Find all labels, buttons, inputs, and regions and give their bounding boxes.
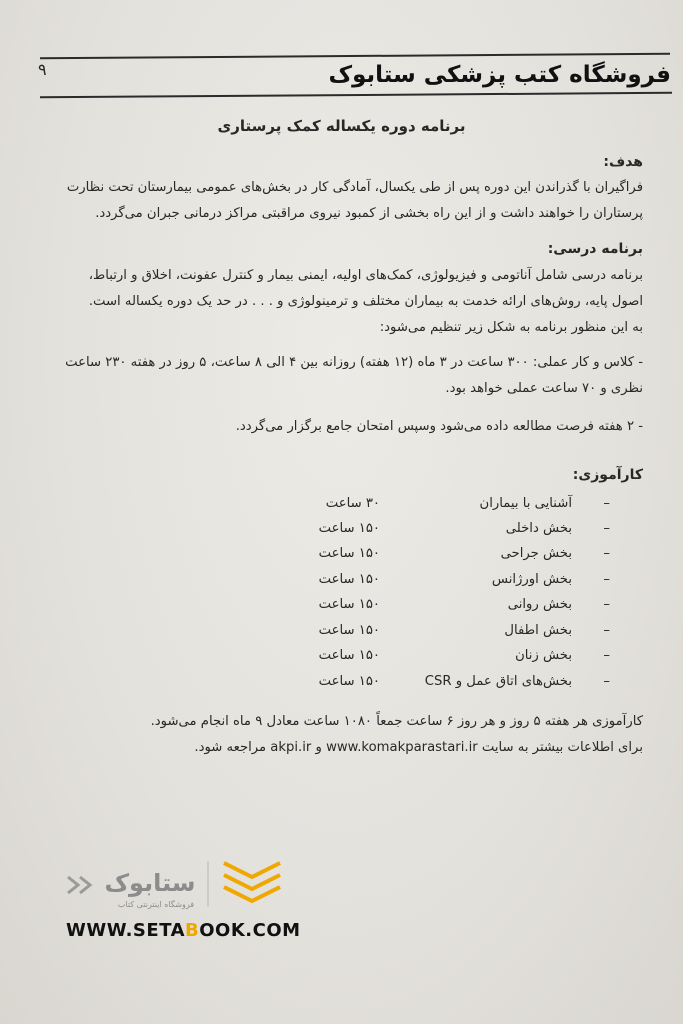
curriculum-item-1-line-1: - کلاس و کار عملی: ۳۰۰ ساعت در ۳ ماه (۱۲ هفته) روزانه بین ۴ الی ۸ ساعت، ۵ روز در هفته ۲۳۰ ساعت bbox=[65, 355, 643, 370]
row-dash: – bbox=[603, 546, 610, 561]
curriculum-line-1: برنامه درسی شامل آناتومی و فیزیولوژی، کمک‌های اولیه، ایمنی بیمار و کنترل عفونت، اخلاق و ارتباط، bbox=[88, 268, 643, 283]
setabook-url bbox=[66, 920, 301, 941]
row-department: بخش اطفال bbox=[504, 623, 572, 638]
training-row bbox=[50, 648, 610, 673]
row-hours: ۱۵۰ ساعت bbox=[318, 572, 380, 587]
training-row bbox=[50, 597, 610, 622]
shop-title: فروشگاه کتب پزشکی ستابوک bbox=[328, 62, 671, 88]
training-summary: کارآموزی هر هفته ۵ روز و هر روز ۶ ساعت جمعاً ۱۰۸۰ ساعت معادل ۹ ماه انجام می‌شود. bbox=[150, 714, 643, 729]
row-department: بخش اورژانس bbox=[491, 572, 572, 587]
setabook-logo-graphic bbox=[58, 855, 298, 915]
url-prefix: WWW.SETA bbox=[66, 920, 186, 941]
header-rule-top bbox=[40, 53, 670, 59]
url-suffix: OOK.COM bbox=[199, 920, 301, 941]
curriculum-line-2: اصول پایه، روش‌های ارائه خدمت به بیماران مختلف و ترمینولوژی و . . . در حد یک دوره یکساله است. bbox=[88, 294, 643, 309]
row-dash: – bbox=[603, 521, 610, 536]
training-row bbox=[50, 572, 610, 597]
training-heading: کارآموزی: bbox=[572, 467, 643, 483]
row-department: آشنایی با بیماران bbox=[479, 496, 572, 511]
row-hours: ۱۵۰ ساعت bbox=[318, 546, 380, 561]
training-row bbox=[50, 546, 610, 571]
row-dash: – bbox=[603, 623, 610, 638]
row-dash: – bbox=[603, 572, 610, 587]
url-accent: B bbox=[185, 920, 200, 941]
row-dash: – bbox=[603, 496, 610, 511]
row-dash: – bbox=[603, 648, 610, 663]
training-row bbox=[50, 623, 610, 648]
row-hours: ۱۵۰ ساعت bbox=[318, 623, 380, 638]
logo-text: ستابوک bbox=[104, 869, 196, 897]
goal-line-1: فراگیران با گذراندن این دوره پس از طی یکسال، آمادگی کار در بخش‌های عمومی بیمارستان تحت نظارت bbox=[66, 180, 643, 195]
row-department: بخش داخلی bbox=[505, 521, 572, 536]
curriculum-item-1-line-2: نظری و ۷۰ ساعت عملی خواهد بود. bbox=[445, 381, 643, 396]
row-department: بخش روانی bbox=[507, 597, 572, 612]
setabook-logo bbox=[58, 855, 298, 915]
row-dash: – bbox=[603, 674, 610, 689]
curriculum-item-2: - ۲ هفته فرصت مطالعه داده می‌شود وسپس امتحان جامع برگزار می‌گردد. bbox=[235, 419, 643, 434]
row-dash: – bbox=[603, 597, 610, 612]
training-info: برای اطلاعات بیشتر به سایت www.komakparastari.ir و akpi.ir مراجعه شود. bbox=[194, 740, 643, 755]
row-hours: ۱۵۰ ساعت bbox=[318, 674, 380, 689]
logo-tagline: فروشگاه اینترنتی کتاب bbox=[117, 900, 195, 909]
row-hours: ۱۵۰ ساعت bbox=[318, 648, 380, 663]
goal-line-2: پرستاران را خواهند داشت و از این راه بخشی از کمبود نیروی مراقبتی مراکز درمانی جبران می‌گردد. bbox=[95, 206, 643, 221]
training-row bbox=[50, 521, 610, 546]
row-department: بخش جراحی bbox=[500, 546, 572, 561]
training-row bbox=[50, 674, 610, 699]
page-number: ۹ bbox=[38, 60, 47, 79]
row-department: بخش‌های اتاق عمل و CSR bbox=[424, 674, 572, 689]
curriculum-heading: برنامه درسی: bbox=[547, 241, 643, 257]
curriculum-line-3: به این منظور برنامه به شکل زیر تنظیم می‌شود: bbox=[379, 320, 643, 335]
row-hours: ۱۵۰ ساعت bbox=[318, 521, 380, 536]
row-hours: ۱۵۰ ساعت bbox=[318, 597, 380, 612]
training-row bbox=[50, 496, 610, 521]
document-title: برنامه دوره یکساله کمک پرستاری bbox=[217, 117, 466, 135]
row-hours: ۳۰ ساعت bbox=[325, 496, 380, 511]
row-department: بخش زنان bbox=[515, 648, 572, 663]
header-rule-bottom bbox=[40, 92, 672, 98]
goal-heading: هدف: bbox=[603, 154, 643, 170]
